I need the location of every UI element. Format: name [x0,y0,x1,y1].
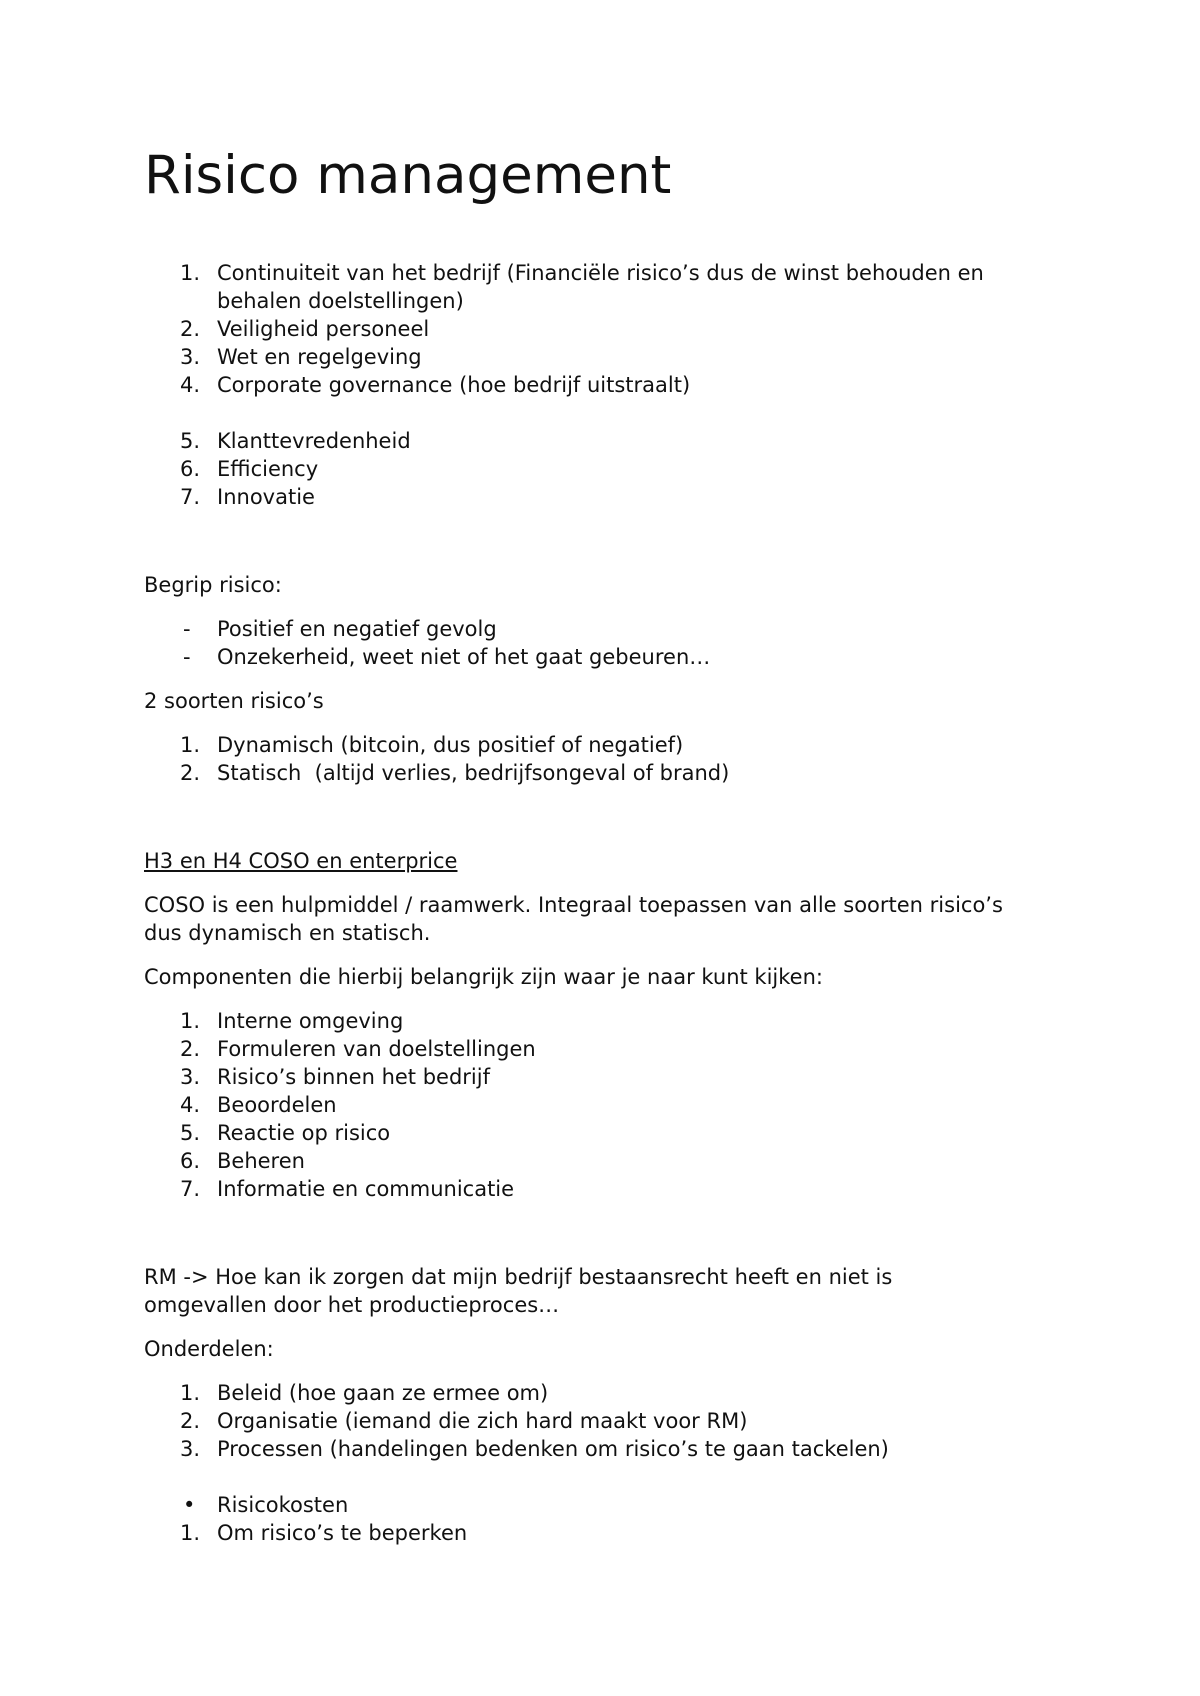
list-item-text: Efficiency [217,457,319,481]
list-item-text: Om risico’s te beperken [217,1521,468,1545]
page-title: Risico management [144,145,672,206]
list-item-text: Risico’s binnen het bedrijf [217,1065,490,1089]
dash-marker: - [183,645,191,669]
list-item-text: Processen (handelingen bedenken om risico’s te gaan tackelen) [217,1437,889,1461]
list-item-text: Reactie op risico [217,1121,391,1145]
componenten-heading: Componenten die hierbij belangrijk zijn waar je naar kunt kijken: [144,965,823,989]
list-number: 5. [180,1121,201,1145]
list-number: 1. [180,1521,201,1545]
list-number: 7. [180,485,201,509]
rm-paragraph-line: RM -> Hoe kan ik zorgen dat mijn bedrijf bestaansrecht heeft en niet is [144,1265,893,1289]
list-number: 3. [180,1065,201,1089]
list-item-text: behalen doelstellingen) [217,289,464,313]
list-item-text: Wet en regelgeving [217,345,422,369]
bullet-marker: • [183,1493,196,1517]
list-item-text: Innovatie [217,485,315,509]
list-item-text: Organisatie (iemand die zich hard maakt voor RM) [217,1409,748,1433]
list-number: 3. [180,1437,201,1461]
list-item-text: Dynamisch (bitcoin, dus positief of negatief) [217,733,684,757]
list-number: 2. [180,1409,201,1433]
list-item-text: Positief en negatief gevolg [217,617,497,641]
list-item-text: Beleid (hoe gaan ze ermee om) [217,1381,549,1405]
list-number: 6. [180,1149,201,1173]
list-number: 1. [180,261,201,285]
list-item-text: Interne omgeving [217,1009,404,1033]
list-item-text: Veiligheid personeel [217,317,430,341]
begrip-heading: Begrip risico: [144,573,282,597]
list-number: 2. [180,317,201,341]
list-item-text: Klanttevredenheid [217,429,411,453]
dash-marker: - [183,617,191,641]
section-heading: H3 en H4 COSO en enterprice [144,849,458,873]
list-item-text: Formuleren van doelstellingen [217,1037,536,1061]
list-item-text: Corporate governance (hoe bedrijf uitstraalt) [217,373,691,397]
list-number: 6. [180,457,201,481]
list-number: 1. [180,733,201,757]
coso-paragraph-line: COSO is een hulpmiddel / raamwerk. Integraal toepassen van alle soorten risico’s [144,893,1003,917]
list-number: 3. [180,345,201,369]
list-number: 1. [180,1381,201,1405]
rm-paragraph-line: omgevallen door het productieproces… [144,1293,560,1317]
list-number: 1. [180,1009,201,1033]
list-number: 5. [180,429,201,453]
list-number: 4. [180,373,201,397]
list-item-text: Onzekerheid, weet niet of het gaat gebeuren… [217,645,711,669]
onderdelen-heading: Onderdelen: [144,1337,274,1361]
list-number: 4. [180,1093,201,1117]
list-item-text: Informatie en communicatie [217,1177,515,1201]
list-number: 2. [180,1037,201,1061]
list-item-text: Continuiteit van het bedrijf (Financiële risico’s dus de winst behouden en [217,261,984,285]
coso-paragraph-line: dus dynamisch en statisch. [144,921,431,945]
list-item-text: Risicokosten [217,1493,349,1517]
soorten-heading: 2 soorten risico’s [144,689,324,713]
list-number: 2. [180,761,201,785]
list-item-text: Beoordelen [217,1093,337,1117]
list-item-text: Beheren [217,1149,305,1173]
list-number: 7. [180,1177,201,1201]
list-item-text: Statisch (altijd verlies, bedrijfsongeval of brand) [217,761,730,785]
